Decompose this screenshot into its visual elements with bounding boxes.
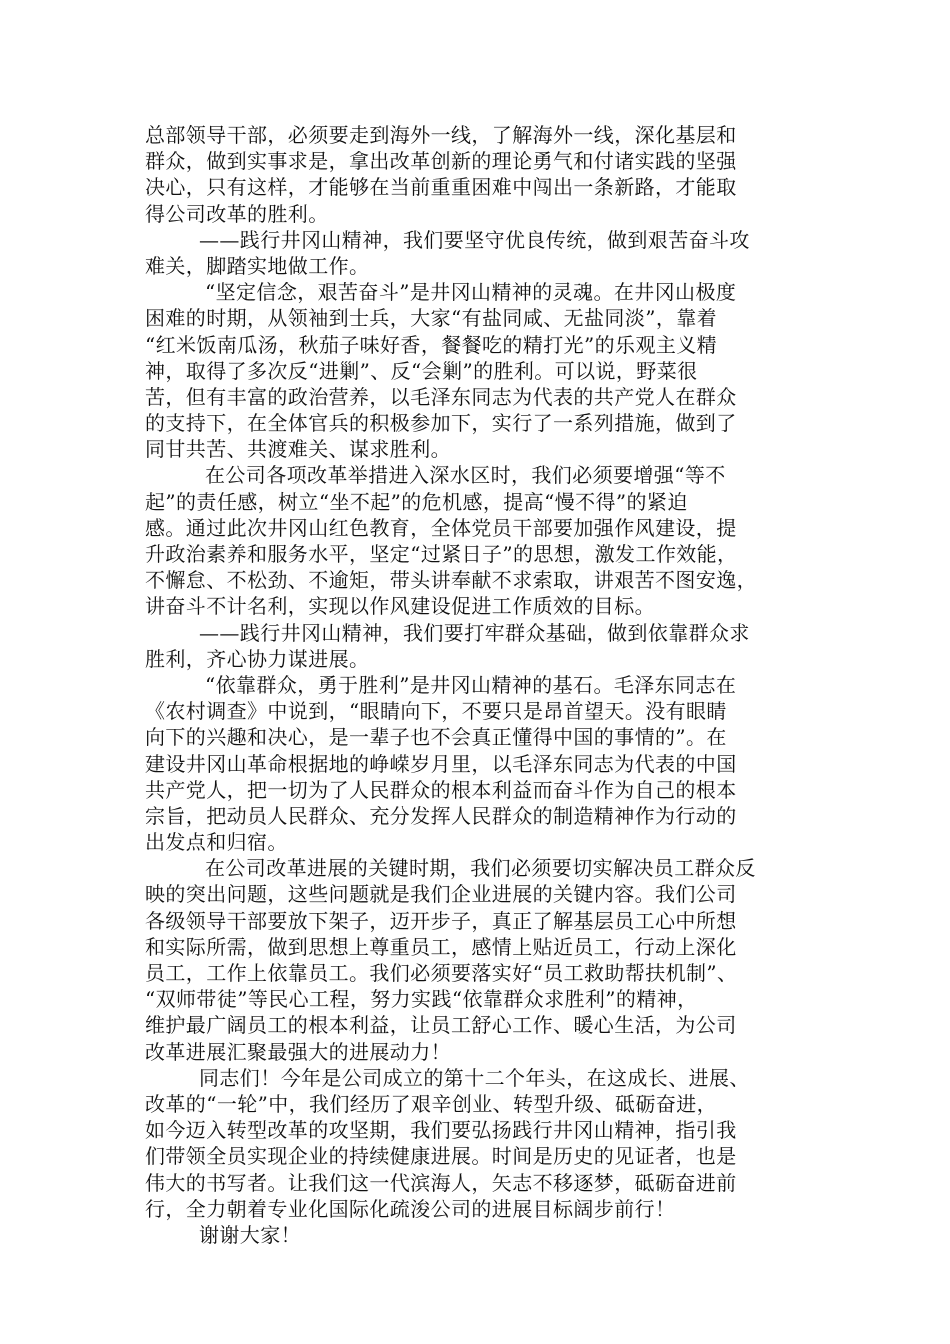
text-line: 员工，工作上依靠员工。我们必须要落实好“员工救助帮扶机制”、 xyxy=(145,961,738,985)
text-line: 改革进展汇聚最强大的进展动力！ xyxy=(145,1039,451,1064)
text-line: 群众，做到实事求是，拿出改革创新的理论勇气和付诸实践的坚强 xyxy=(145,149,737,174)
text-line: 得公司改革的胜利。 xyxy=(145,201,329,226)
text-line: 决心，只有这样，才能够在当前重重困难中闯出一条新路，才能取 xyxy=(145,175,737,200)
text-line: 映的突出问题，这些问题就是我们企业进展的关键内容。我们公司 xyxy=(145,882,737,907)
text-line: 《农村调查》中说到，“眼睛向下，不要只是昂首望天。没有眼睛 xyxy=(145,699,727,724)
text-line: 行，全力朝着专业化国际化疏浚公司的进展目标阔步前行！ xyxy=(145,1196,676,1221)
text-line: 升政治素养和服务水平，坚定“过紧日子”的思想，激发工作效能， xyxy=(145,542,738,566)
closing-line: 谢谢大家！ xyxy=(199,1222,301,1247)
text-line: 宗旨，把动员人民群众、充分发挥人民群众的制造精神作为行动的 xyxy=(145,803,737,828)
text-line: 共产党人，把一切为了人民群众的根本利益而奋斗作为自己的根本 xyxy=(145,777,737,802)
text-line: 苦，但有丰富的政治营养，以毛泽东同志为代表的共产党人在群众 xyxy=(145,384,737,409)
section-heading-line: ——践行井冈山精神，我们要打牢群众基础，做到依靠群众求 xyxy=(199,620,750,645)
text-line: 维护最广阔员工的根本利益，让员工舒心工作、暖心生活，为公司 xyxy=(145,1013,737,1038)
text-line: 向下的兴趣和决心，是一辈子也不会真正懂得中国的事情的”。在 xyxy=(145,725,727,750)
text-line: 如今迈入转型改革的攻坚期，我们要弘扬践行井冈山精神，指引我 xyxy=(145,1118,737,1143)
text-line: 总部领导干部，必须要走到海外一线，了解海外一线，深化基层和 xyxy=(145,123,737,147)
text-line: 和实际所需，做到思想上尊重员工，感情上贴近员工，行动上深化 xyxy=(145,934,737,959)
section-heading-line: 难关，脚踏实地做工作。 xyxy=(145,253,370,278)
text-line: 神，取得了多次反“进剿”、反“会剿”的胜利。可以说，野菜很 xyxy=(145,358,698,383)
text-line: “双师带徒”等民心工程，努力实践“依靠群众求胜利”的精神， xyxy=(145,987,698,1012)
text-line: 建设井冈山革命根据地的峥嵘岁月里，以毛泽东同志为代表的中国 xyxy=(145,751,737,776)
text-line: 改革的“一轮”中，我们经历了艰辛创业、转型升级、砥砺奋进， xyxy=(145,1091,718,1116)
text-line: 不懈怠、不松劲、不逾矩，带头讲奉献不求索取，讲艰苦不图安逸， xyxy=(145,568,757,593)
paragraph-start-line: “依靠群众，勇于胜利”是井冈山精神的基石。毛泽东同志在 xyxy=(205,672,737,697)
document-body xyxy=(145,122,807,1248)
paragraph-start-line: 同志们！今年是公司成立的第十二个年头，在这成长、进展、 xyxy=(199,1065,750,1090)
paragraph-start-line: 在公司各项改革举措进入深水区时，我们必须要增强“等不 xyxy=(205,463,726,488)
text-line: 困难的时期，从领袖到士兵，大家“有盐同咸、无盐同淡”，靠着 xyxy=(145,306,718,331)
text-line: 们带领全员实现企业的持续健康进展。时间是历史的见证者，也是 xyxy=(145,1144,737,1169)
text-line: 同甘共苦、共渡难关、谋求胜利。 xyxy=(145,437,451,462)
text-line: 讲奋斗不计名利，实现以作风建设促进工作质效的目标。 xyxy=(145,594,655,619)
text-line: 伟大的书写者。让我们这一代滨海人，矢志不移逐梦，砥砺奋进前 xyxy=(145,1170,737,1195)
text-line: 感。通过此次井冈山红色教育，全体党员干部要加强作风建设，提 xyxy=(145,515,737,540)
section-heading-line: ——践行井冈山精神，我们要坚守优良传统，做到艰苦奋斗攻 xyxy=(199,227,750,252)
text-line: 各级领导干部要放下架子，迈开步子，真正了解基层员工心中所想 xyxy=(145,908,737,933)
paragraph-start-line: “坚定信念，艰苦奋斗”是井冈山精神的灵魂。在井冈山极度 xyxy=(205,280,737,305)
paragraph-start-line: 在公司改革进展的关键时期，我们必须要切实解决员工群众反 xyxy=(205,856,756,881)
text-line: 的支持下，在全体官兵的积极参加下，实行了一系列措施，做到了 xyxy=(145,411,737,436)
text-line: 出发点和归宿。 xyxy=(145,830,288,855)
text-line: “红米饭南瓜汤，秋茄子味好香，餐餐吃的精打光”的乐观主义精 xyxy=(145,332,718,357)
text-line: 起”的责任感，树立“坐不起”的危机感，提高“慢不得”的紧迫 xyxy=(145,489,688,514)
section-heading-line: 胜利，齐心协力谋进展。 xyxy=(145,646,370,671)
